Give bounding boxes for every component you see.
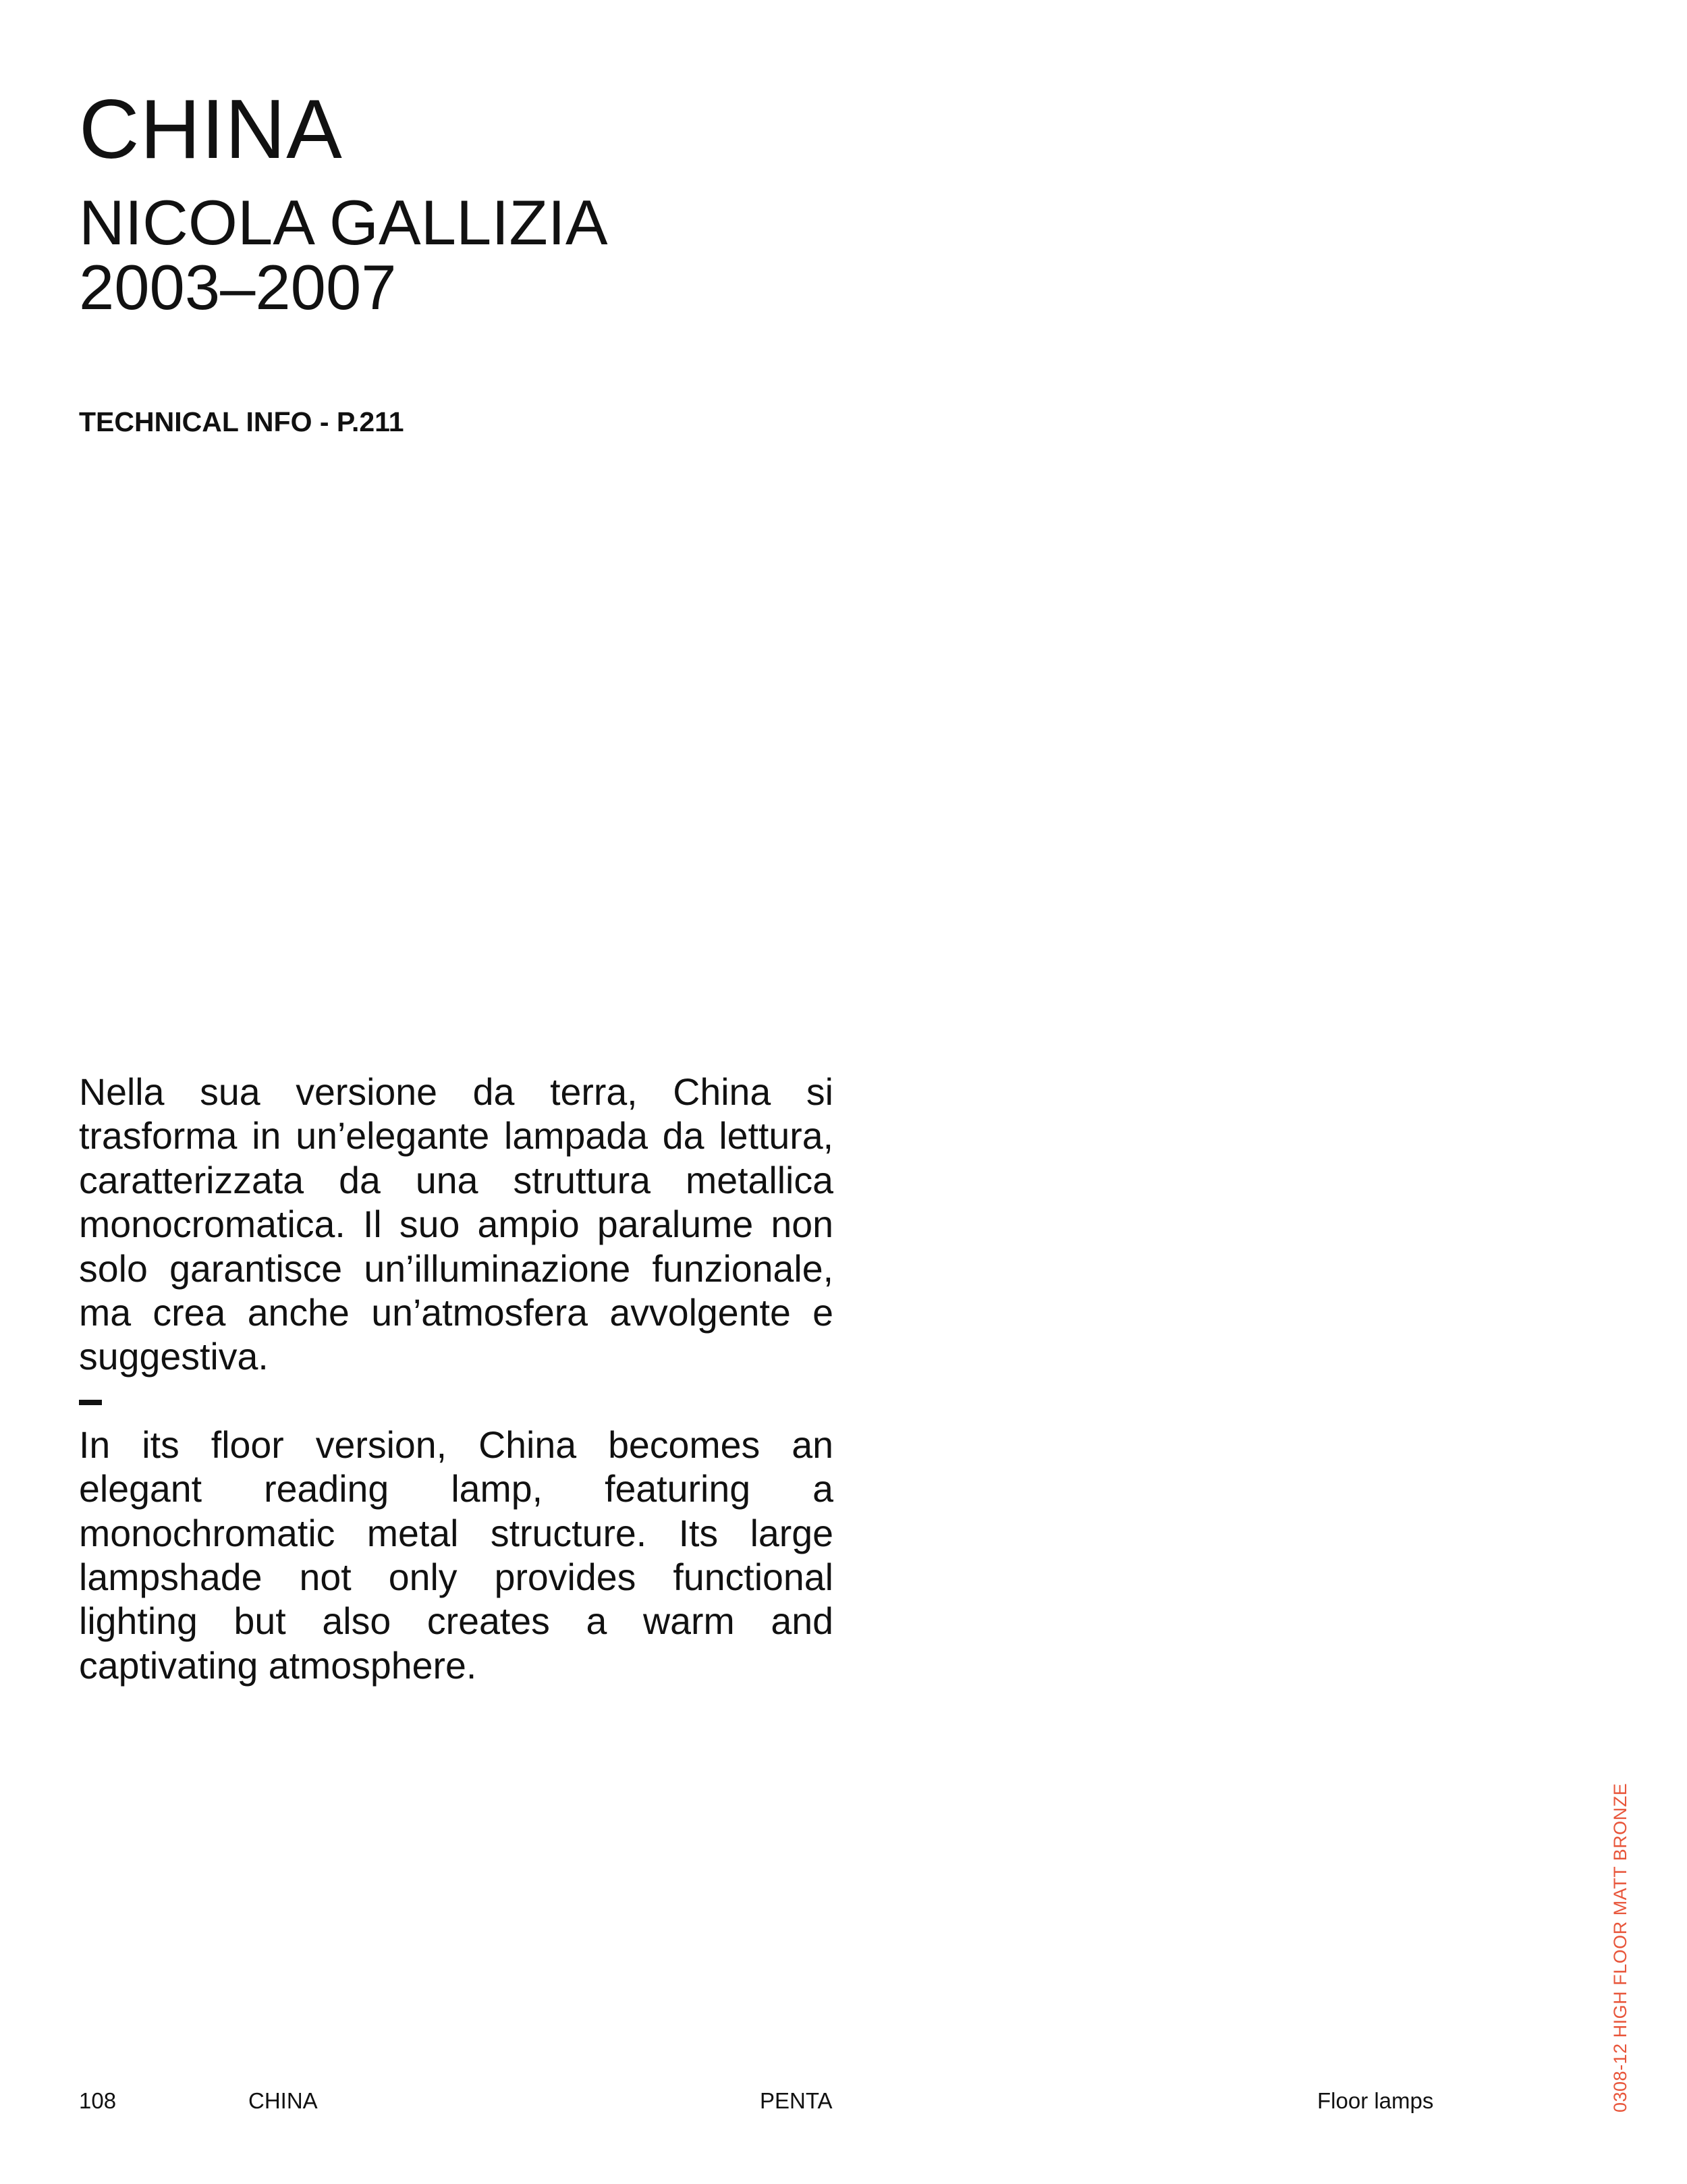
designer-block bbox=[79, 187, 608, 323]
design-years: 2003–2007 bbox=[79, 252, 397, 323]
footer-category: Floor lamps bbox=[1317, 2088, 1434, 2113]
designer-name: NICOLA GALLIZIA bbox=[79, 187, 608, 258]
product-title: CHINA bbox=[79, 83, 343, 176]
language-divider bbox=[79, 1400, 102, 1405]
footer-product-name: CHINA bbox=[248, 2088, 318, 2113]
footer-page-number: 108 bbox=[79, 2088, 117, 2113]
product-variant-caption: 0308-12 HIGH FLOOR MATT BRONZE bbox=[1610, 1782, 1630, 2112]
description-italian: Nella sua versione da terra, China si trasforma in un’elegante lampada da lettura, caratterizzata da una struttura metallica monocromatica. Il suo ampio paralume non solo garantisce un’illuminazione funzionale, ma crea anche un’atmosfera avvolgente e suggestiva. bbox=[79, 1071, 833, 1378]
description-english: In its floor version, China becomes an elegant reading lamp, featuring a monochromatic metal structure. Its large lampshade not only provides functional lighting but also creates a warm and captivating atmosphere. bbox=[79, 1423, 833, 1687]
technical-info-reference: TECHNICAL INFO - P.211 bbox=[79, 406, 404, 437]
footer-brand-name: PENTA bbox=[760, 2088, 833, 2113]
description-block bbox=[79, 1070, 833, 1688]
